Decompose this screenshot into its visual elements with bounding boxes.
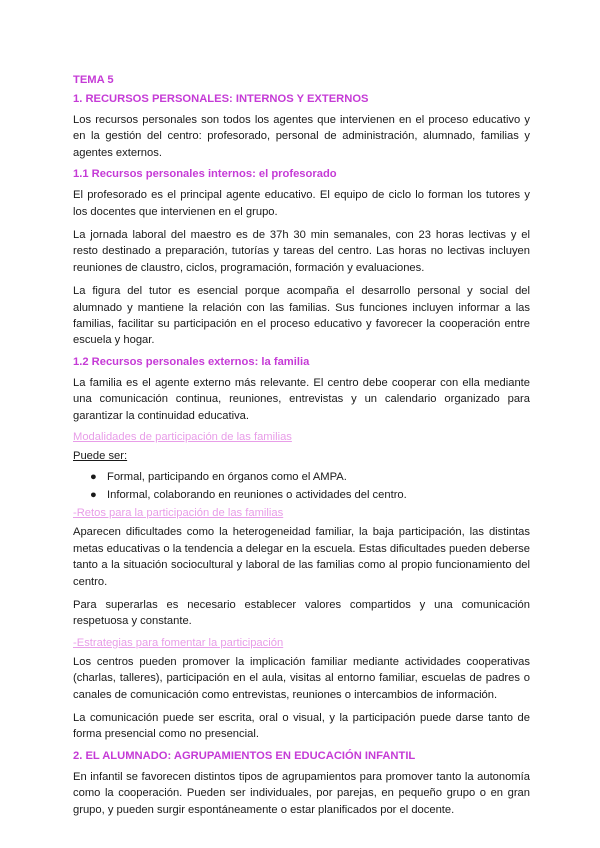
section-1-intro: Los recursos personales son todos los agentes que intervienen en el proceso educativo y en la gestión del centro: profesorado, personal de administración, alumnado, familias y agentes externos. bbox=[73, 114, 530, 159]
paragraph: Los centros pueden promover la implicación familiar mediante actividades cooperativas (charlas, talleres), participación en el aula, visitas al entorno familiar, escuelas de padres o canales de comunicación como entrevistas, reuniones o intercambios de información. bbox=[73, 655, 530, 701]
list-item: ● Informal, colaborando en reuniones o actividades del centro. bbox=[107, 487, 530, 503]
section-2-title: 2. EL ALUMNADO: AGRUPAMIENTOS EN EDUCACIÓN INFANTIL bbox=[73, 749, 416, 762]
subsection-1-1-title: 1.1 Recursos personales internos: el profesorado bbox=[73, 168, 337, 181]
paragraph: En infantil se favorecen distintos tipos de agrupamientos para promover tanto la autonomía como la cooperación. Pueden ser individuales, por parejas, en pequeño grupo o en gran grupo, y pueden surgir espontáneamente o estar planificados por el docente. bbox=[73, 770, 530, 816]
paragraph: El profesorado es el principal agente educativo. El equipo de ciclo lo forman los tutores y los docentes que intervienen en el grupo. bbox=[73, 189, 530, 218]
paragraph: Para superarlas es necesario establecer valores compartidos y una comunicación respetuosa y constante. bbox=[73, 598, 530, 628]
paragraph: Aparecen dificultades como la heterogeneidad familiar, la baja participación, las distintas metas educativas o la tendencia a delegar en la escuela. Estas dificultades pueden deberse tanto a la situación sociocultural y laboral de las familias como al propio funcionamiento del centro. bbox=[73, 526, 530, 588]
estrategias-heading: -Estrategias para fomentar la participación bbox=[73, 636, 284, 649]
paragraph: La jornada laboral del maestro es de 37h 30 min semanales, con 23 horas lectivas y el resto destinado a preparación, tutorías y tareas del centro. Las horas no lectivas incluyen reuniones de claustro, ciclos, programación, formación y evaluaciones. bbox=[73, 229, 530, 274]
section-1-title: 1. RECURSOS PERSONALES: INTERNOS Y EXTERNOS bbox=[73, 93, 369, 105]
retos-heading: -Retos para la participación de las familias bbox=[73, 507, 284, 520]
bullet-icon: ● bbox=[90, 488, 97, 501]
topic-label: TEMA 5 bbox=[73, 74, 114, 86]
paragraph: La familia es el agente externo más relevante. El centro debe cooperar con ella mediante una comunicación continua, reuniones, entrevistas y un calendario organizado para garantizar la continuidad educativa. bbox=[73, 376, 530, 422]
subsection-1-2-title: 1.2 Recursos personales externos: la familia bbox=[73, 355, 310, 368]
modalidades-heading: Modalidades de participación de las familias bbox=[73, 431, 292, 444]
paragraph: La comunicación puede ser escrita, oral o visual, y la participación puede darse tanto de forma presencial como no presencial. bbox=[73, 711, 530, 741]
paragraph: La figura del tutor es esencial porque acompaña el desarrollo personal y social del alumnado y mantiene la relación con las familias. Sus funciones incluyen informar a las familias, facilitar su participación en el proceso educativo y favorecer la cooperación entre escuela y hogar. bbox=[73, 285, 530, 347]
bullet-list bbox=[73, 469, 530, 504]
puede-ser-label: Puede ser: bbox=[73, 450, 128, 463]
list-item: ● Formal, participando en órganos como el AMPA. bbox=[107, 469, 530, 485]
bullet-icon: ● bbox=[90, 470, 97, 483]
